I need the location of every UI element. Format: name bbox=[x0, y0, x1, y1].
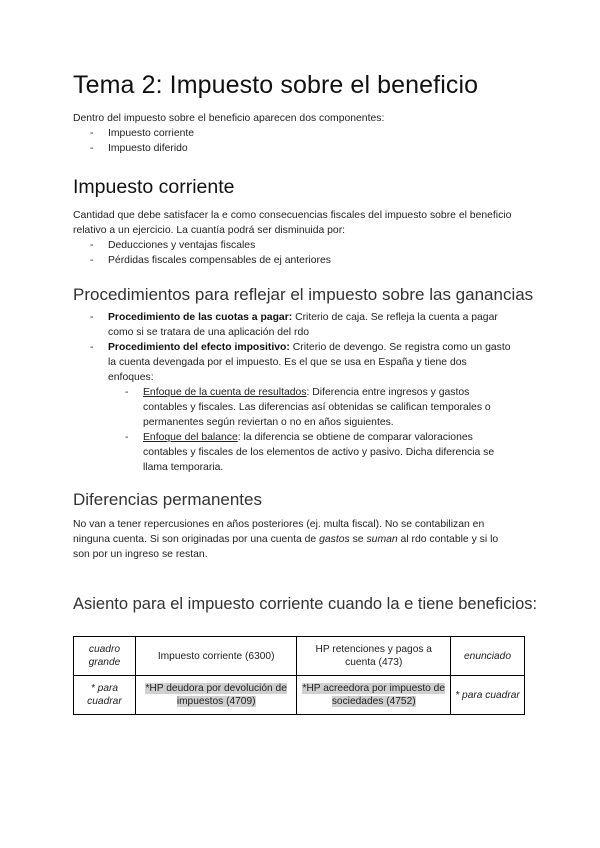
list-item bbox=[108, 430, 513, 475]
section-heading-permanentes: Diferencias permanentes bbox=[73, 490, 262, 509]
corriente-text: Cantidad que debe satisfacer la e como consecuencias fiscales del impuesto sobre el beneficio relativo a un ejercicio. La cuantía podrá ser disminuida por: bbox=[73, 210, 512, 236]
cell-text: HP retenciones y pagos a cuenta (473) bbox=[315, 644, 432, 668]
list-item bbox=[73, 310, 513, 340]
cell-text: * para cuadrar bbox=[455, 689, 520, 701]
enfoques-list bbox=[108, 385, 513, 475]
text-run: al rdo contable y si lo son por un ingreso se restan. bbox=[73, 534, 499, 560]
list-item: - Impuesto diferido bbox=[73, 141, 513, 156]
procedimientos-list bbox=[73, 310, 513, 475]
intro-list bbox=[73, 126, 513, 156]
section-heading-procedimientos: Procedimientos para reflejar el impuesto sobre las ganancias bbox=[73, 285, 534, 304]
procedimientos-section bbox=[73, 310, 513, 475]
list-item bbox=[73, 340, 513, 475]
table-cell bbox=[297, 676, 451, 715]
cell-text: cuadro grande bbox=[88, 644, 121, 668]
text-run: No van a tener repercusiones en años posteriores (ej. multa fiscal). No se contabilizan en ninguna cuenta. Si son originadas por una cuenta de bbox=[73, 519, 485, 545]
corriente-section bbox=[73, 208, 513, 268]
cell-text: enunciado bbox=[464, 650, 512, 662]
highlighted-text: *HP acreedora por impuesto de sociedades (4752) bbox=[302, 683, 446, 707]
table-cell bbox=[297, 637, 451, 676]
table-cell bbox=[451, 637, 525, 676]
enfoque-text: : Diferencia entre ingresos y gastos contables y fiscales. Las diferencias así obtenidas se califican temporales o permanentes según reviertan o no en años siguientes. bbox=[143, 387, 491, 428]
list-item bbox=[108, 385, 513, 430]
table-cell bbox=[135, 676, 297, 715]
asiento-table bbox=[73, 636, 525, 715]
table-cell bbox=[74, 637, 136, 676]
emphasis-suman: suman bbox=[366, 534, 398, 545]
highlighted-text: *HP deudora por devolución de impuestos (4709) bbox=[145, 683, 287, 707]
table-row bbox=[74, 637, 525, 676]
table-cell bbox=[135, 637, 297, 676]
emphasis-gastos: gastos bbox=[319, 534, 350, 545]
table-cell bbox=[74, 676, 136, 715]
procedure-title: Procedimiento del efecto impositivo: bbox=[108, 342, 290, 353]
intro-text: Dentro del impuesto sobre el beneficio aparecen dos componentes: bbox=[73, 113, 385, 124]
enfoque-title: Enfoque del balance bbox=[143, 432, 238, 443]
permanentes-section bbox=[73, 517, 513, 562]
procedure-text: Criterio de caja. Se refleja la cuenta a pagar como si se tratara de una aplicación del rdo bbox=[108, 312, 498, 338]
corriente-list bbox=[73, 238, 513, 268]
text-run: se bbox=[349, 534, 367, 545]
intro-section bbox=[73, 111, 513, 156]
table-cell bbox=[451, 676, 525, 715]
table-row bbox=[74, 676, 525, 715]
list-item: - Pérdidas fiscales compensables de ej anteriores bbox=[73, 253, 513, 268]
cell-text: * para cuadrar bbox=[87, 683, 122, 707]
cell-text: Impuesto corriente (6300) bbox=[157, 650, 275, 662]
page-title: Tema 2: Impuesto sobre el beneficio bbox=[73, 71, 479, 99]
list-item: - Impuesto corriente bbox=[73, 126, 513, 141]
procedure-title: Procedimiento de las cuotas a pagar: bbox=[108, 312, 293, 323]
permanentes-text bbox=[73, 517, 513, 562]
section-heading-corriente: Impuesto corriente bbox=[73, 176, 235, 198]
enfoque-title: Enfoque de la cuenta de resultados bbox=[143, 387, 307, 398]
enfoque-text: : la diferencia se obtiene de comparar valoraciones contables y fiscales de los elementos de activo y pasivo. Dicha diferencia se llama temporaria. bbox=[143, 432, 495, 473]
procedure-text: Criterio de devengo. Se registra como un gasto la cuenta devengada por el impuesto. Es el que se usa en España y tiene dos enfoques: bbox=[108, 342, 511, 383]
list-item: - Deducciones y ventajas fiscales bbox=[73, 238, 513, 253]
section-heading-asiento: Asiento para el impuesto corriente cuando la e tiene beneficios: bbox=[73, 595, 538, 613]
